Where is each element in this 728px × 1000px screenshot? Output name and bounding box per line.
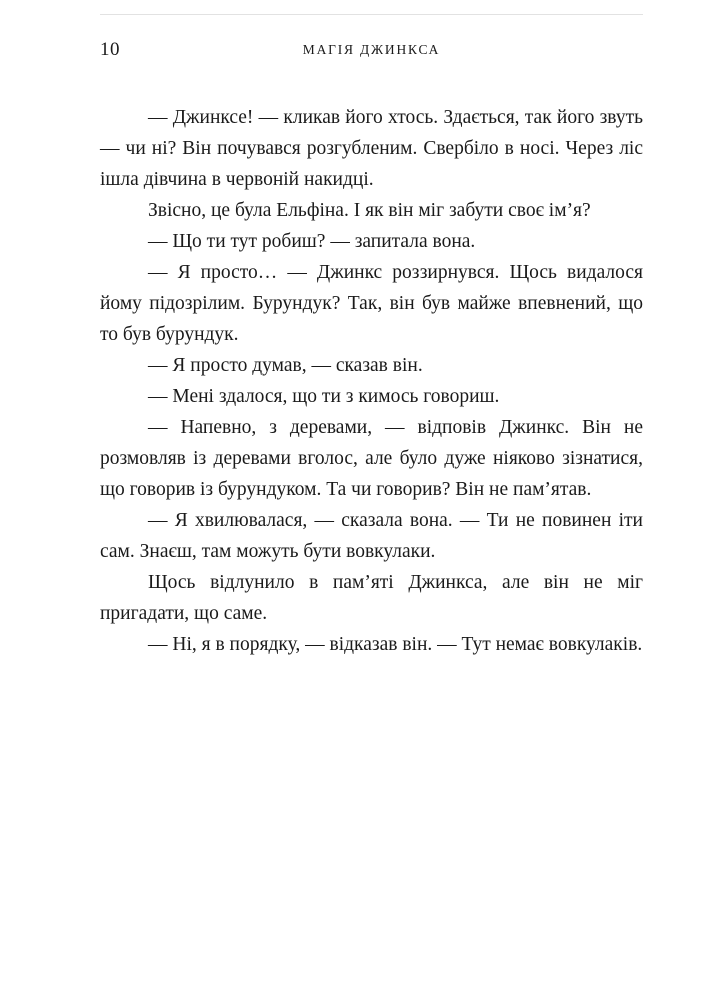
paragraph: — Джинксе! — кликав його хтось. Здається, так його звуть — чи ні? Він почувався розгубленим. Свербіло в носі. Через ліс ішла дівчина в червоній накидці. (100, 107, 643, 190)
paragraph: — Ні, я в порядку, — відказав він. — Тут немає вовкулаків. (148, 634, 643, 655)
paragraph: — Я хвилювалася, — сказала вона. — Ти не повинен іти сам. Знаєш, там можуть бути вовкулаки. (100, 510, 643, 562)
paragraph: Звісно, це була Ельфіна. І як він міг забути своє ім’я? (148, 200, 591, 221)
paragraph: — Напевно, з деревами, — відповів Джинкс. Він не розмовляв із деревами вголос, але було дуже ніяково зізнатися, що говорив із бурундуком. Та чи говорив? Він не пам’ятав. (100, 417, 643, 500)
page-number: 10 (100, 39, 120, 60)
paragraph: Щось відлунило в пам’яті Джинкса, але він не міг пригадати, що саме. (100, 572, 643, 624)
paragraph: — Мені здалося, що ти з кимось говориш. (148, 386, 500, 407)
text-body (100, 102, 643, 660)
running-head (100, 38, 643, 62)
paragraph: — Я просто думав, — сказав він. (148, 355, 423, 376)
page-top-rule (100, 14, 643, 15)
running-title: МАГІЯ ДЖИНКСА (302, 42, 441, 57)
paragraph: — Що ти тут робиш? — запитала вона. (148, 231, 476, 252)
paragraph: — Я просто… — Джинкс роззирнувся. Щось видалося йому підозрілим. Бурундук? Так, він був майже впевнений, що то був бурундук. (100, 262, 643, 345)
